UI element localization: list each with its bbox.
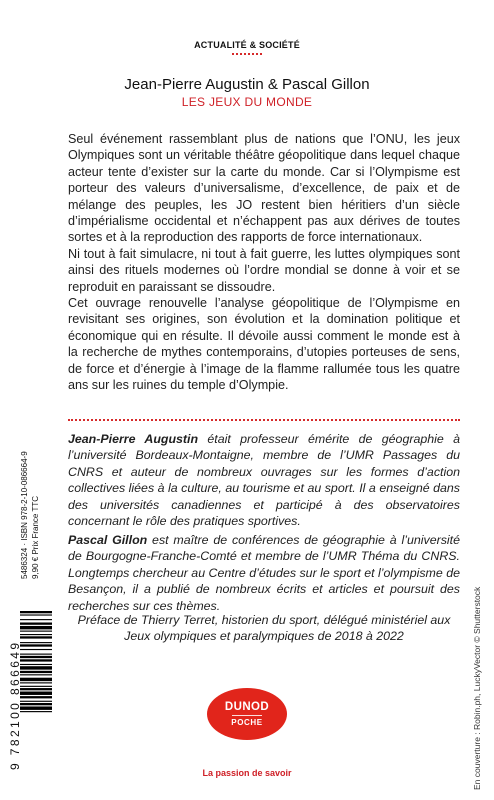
barcode-bar [20,654,52,655]
barcode-digits: 9 782100 866649 [8,640,22,770]
dunod-poche-logo [207,688,287,740]
barcode-bar [20,703,52,705]
preface-note: Préface de Thierry Terret, historien du sport, délégué ministériel aux Jeux olympiques et paralympiques de 2018 à 2022 [77,613,451,644]
barcode-bar [20,626,52,629]
barcode-bar [20,686,52,687]
category-label: ACTUALITÉ & SOCIÉTÉ [194,40,300,50]
publisher-slogan: La passion de savoir [202,768,292,778]
barcode-bar [20,671,52,673]
barcode-bar [20,659,52,661]
barcode-bar [20,623,52,625]
authors-line: Jean-Pierre Augustin & Pascal Gillon [124,76,370,93]
barcode-bar [20,611,52,613]
book-title: LES JEUX DU MONDE [181,95,313,109]
barcode-bar [20,666,52,669]
cover-credit: En couverture : Robin.ph, LuckyVector © Shutterstock [472,586,482,790]
author-bio-text-gillon: est maître de conférences de géographie à l’université de Bourgogne-Franche-Comté et membre de l’UMR Théma du CNRS. Longtemps chercheur au Centre d’études sur le sport et l’olympisme de Besançon, il a publié de nombreux écrits et articles et poursuit des recherches sur ces thèmes. [68,533,460,613]
barcode-bar [20,649,52,650]
author-name-gillon: Pascal Gillon [68,533,148,547]
dotted-separator [68,419,460,421]
barcode-bar [20,696,52,698]
logo-collection: POCHE [231,718,263,727]
barcode-bar [20,678,52,681]
barcode-bar [20,664,52,665]
logo-divider [232,715,262,716]
author-bio-text-augustin: était professeur émérite de géographie à l’université Bordeaux-Montaigne, membre de l’UMR Passages du CNRS et auteur de nombreux ouvrages sur les formes d’action collectives liées à la culture, au tourisme et au sport. Il a enseigné dans des universités canadiennes et participé à des observatoires concernant le rôle des pratiques sportives. [68,432,460,529]
author-name-augustin: Jean-Pierre Augustin [68,432,199,446]
barcode-bar [20,674,52,675]
blurb-paragraph-1: Seul événement rassemblant plus de nations que l’ONU, les jeux Olympiques sont un véritable théâtre géopolitique dans lequel chaque acteur tente d’exister sur la carte du monde. Car si l’Olympisme est porteur des valeurs d’universalisme, d’excellence, de paix et de mélange des peuples, les JO restent bien héritiers d’un siècle d’impérialisme occidental et n’échappent pas aux dérives de toutes sortes et à la reproduction des rapports de force internationaux. [68,132,460,245]
barcode-bar [20,688,52,690]
barcode-bar [20,642,52,643]
blurb-paragraph-3: Cet ouvrage renouvelle l’analyse géopolitique de l’Olympisme en revisitant ses origines, son évolution et la domination politique et économique qui en résulte. Il dévoile aussi comment le monde est à la recherche de mythes contemporains, d’utopies porteuses de sens, de force et d’énergie à l’image de la flamme rallumée tous les quatre ans sur les ruines du temple d’Olympie. [68,296,460,393]
barcode-bar [20,692,52,695]
author-bio-gillon [68,532,460,614]
barcode-bar [20,644,52,646]
barcode-bar [20,636,52,638]
category-dotted-rule [232,53,262,55]
barcode-bar [20,711,52,712]
isbn-block [20,379,42,579]
barcode-bar [20,634,52,635]
barcode-bar [20,701,52,702]
price-line: 9,90 € Prix France TTC [30,496,40,579]
logo-brand: DUNOD [224,701,270,713]
barcode-bar [20,656,52,658]
barcode-bar [20,631,52,632]
blurb-paragraph-2: Ni tout à fait simulacre, ni tout à fait guerre, les luttes olympiques sont ainsi des rituels modernes où l’ordre mondial se donne à voir et se reproduit en paraissant se dissoudre. [68,246,460,294]
barcode-bar [20,614,52,615]
isbn-line: 5486324 · ISBN 978-2-10-086664-9 [20,451,29,579]
barcode-bar [20,682,52,683]
barcode-bar [20,619,52,620]
author-bio-augustin [68,431,460,529]
barcode-bar [20,706,52,709]
back-cover-blurb [68,131,460,394]
